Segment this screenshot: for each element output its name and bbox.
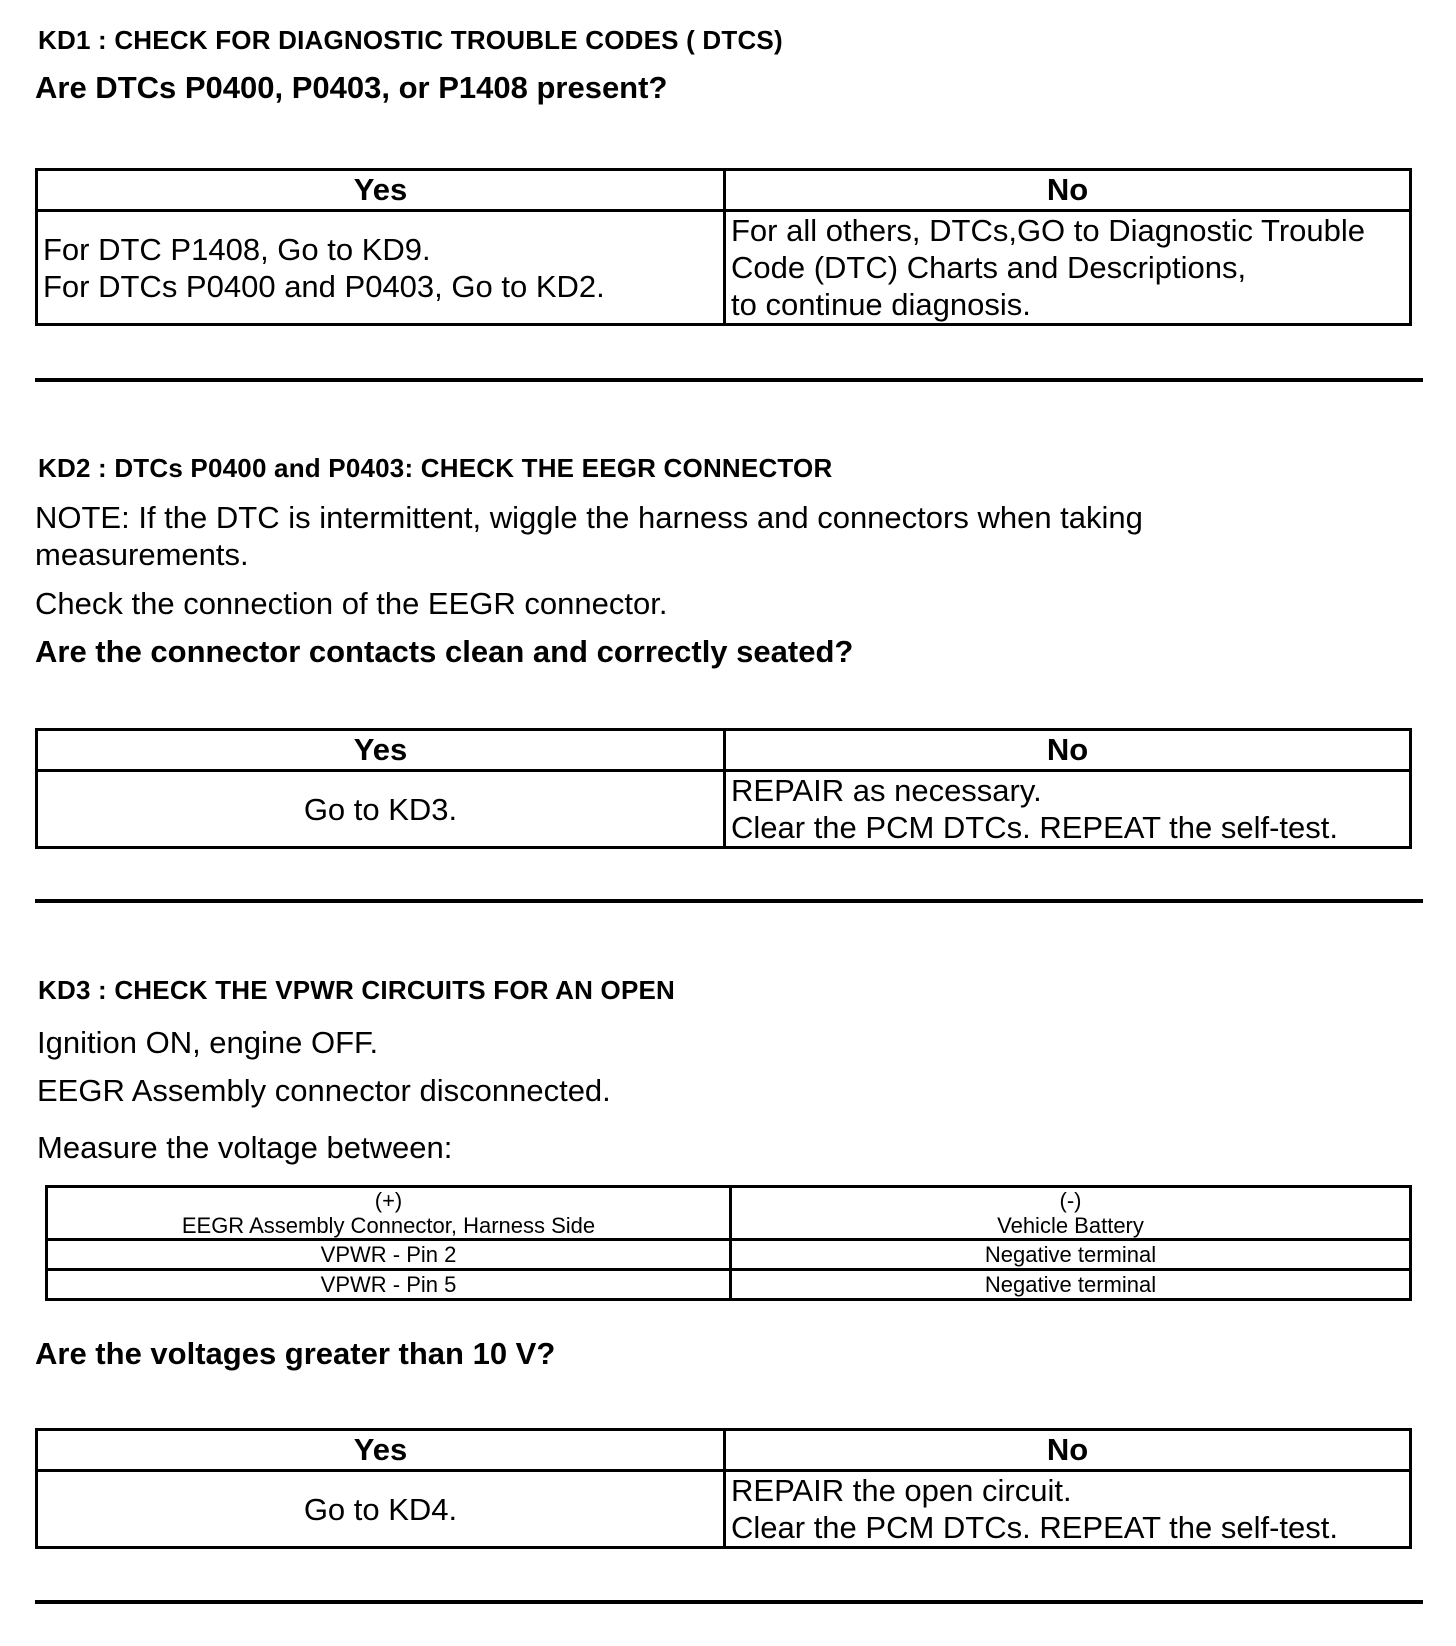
kd3-no-cell xyxy=(725,1471,1411,1548)
kd2-yes-no-table xyxy=(35,728,1412,849)
kd3-col-minus-label: Vehicle Battery xyxy=(997,1213,1144,1238)
kd3-row-1-plus: VPWR - Pin 2 xyxy=(47,1240,731,1270)
kd3-col-plus-label: EEGR Assembly Connector, Harness Side xyxy=(181,1213,596,1238)
kd3-row-2-minus: Negative terminal xyxy=(731,1270,1411,1300)
kd2-note-line-1: NOTE: If the DTC is intermittent, wiggle the harness and connectors when taking xyxy=(35,500,1143,535)
kd1-yes-line-2: For DTCs P0400 and P0403, Go to KD2. xyxy=(43,268,605,304)
kd2-no-header: No xyxy=(725,730,1411,771)
kd2-no-line-1: REPAIR as necessary. xyxy=(731,773,1042,808)
kd1-title: KD1 : CHECK FOR DIAGNOSTIC TROUBLE CODES ( DTCS) xyxy=(38,25,783,55)
kd2-divider xyxy=(35,899,1423,903)
kd2-question: Are the connector contacts clean and correctly seated? xyxy=(35,634,854,669)
kd3-instruction-1: Ignition ON, engine OFF. xyxy=(37,1025,379,1060)
kd3-title: KD3 : CHECK THE VPWR CIRCUITS FOR AN OPEN xyxy=(38,975,676,1005)
kd1-yes-header: Yes xyxy=(37,170,725,211)
kd2-title: KD2 : DTCs P0400 and P0403: CHECK THE EEGR CONNECTOR xyxy=(38,453,833,483)
kd1-yes-cell xyxy=(37,211,725,325)
kd3-measurement-table xyxy=(45,1185,1412,1301)
kd1-no-header: No xyxy=(725,170,1411,211)
kd2-no-cell xyxy=(725,771,1411,848)
kd3-yes-cell: Go to KD4. xyxy=(37,1471,725,1548)
kd3-divider xyxy=(35,1600,1423,1604)
kd3-col-minus-header xyxy=(731,1187,1411,1240)
kd1-question: Are DTCs P0400, P0403, or P1408 present? xyxy=(35,70,668,105)
kd1-no-line-1: For all others, DTCs,GO to Diagnostic Trouble xyxy=(731,213,1366,248)
kd2-instruction: Check the connection of the EEGR connector. xyxy=(35,586,668,621)
table-row xyxy=(47,1240,1411,1270)
kd1-divider xyxy=(35,378,1423,382)
kd3-col-plus-symbol: (+) xyxy=(374,1188,403,1213)
kd1-yes-line-1: For DTC P1408, Go to KD9. xyxy=(43,231,431,267)
kd1-no-line-2: Code (DTC) Charts and Descriptions, xyxy=(731,250,1247,285)
kd3-no-line-2: Clear the PCM DTCs. REPEAT the self-test. xyxy=(731,1510,1338,1545)
kd2-yes-cell: Go to KD3. xyxy=(37,771,725,848)
kd3-yes-header: Yes xyxy=(37,1430,725,1471)
kd2-note xyxy=(35,499,1143,573)
kd3-question: Are the voltages greater than 10 V? xyxy=(35,1336,556,1371)
kd3-no-header: No xyxy=(725,1430,1411,1471)
table-row xyxy=(47,1270,1411,1300)
kd1-yes-no-table xyxy=(35,168,1412,326)
kd3-no-line-1: REPAIR the open circuit. xyxy=(731,1473,1072,1508)
kd2-no-line-2: Clear the PCM DTCs. REPEAT the self-test. xyxy=(731,810,1338,845)
kd3-row-1-minus: Negative terminal xyxy=(731,1240,1411,1270)
kd2-note-line-2: measurements. xyxy=(35,537,249,572)
kd2-yes-header: Yes xyxy=(37,730,725,771)
kd3-col-minus-symbol: (-) xyxy=(1059,1188,1082,1213)
kd1-no-line-3: to continue diagnosis. xyxy=(731,287,1031,322)
kd3-row-2-plus: VPWR - Pin 5 xyxy=(47,1270,731,1300)
kd3-instruction-3: Measure the voltage between: xyxy=(37,1130,453,1165)
kd3-instruction-2: EEGR Assembly connector disconnected. xyxy=(37,1073,611,1108)
kd3-col-plus-header xyxy=(47,1187,731,1240)
kd1-no-cell xyxy=(725,211,1411,325)
kd3-yes-no-table xyxy=(35,1428,1412,1549)
